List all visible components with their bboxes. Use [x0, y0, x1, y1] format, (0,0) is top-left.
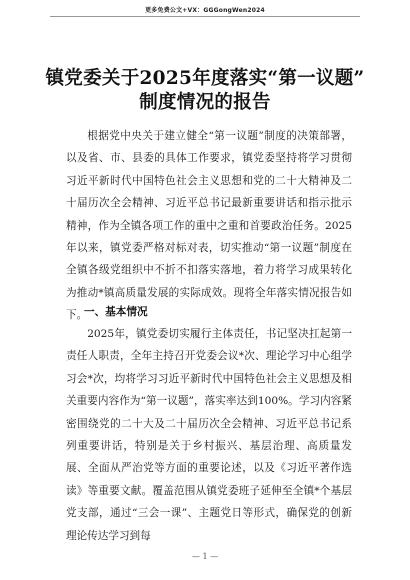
document-title — [40, 67, 370, 115]
document-title-line-1: 镇党委关于2025年度落实“第一议题” — [45, 68, 365, 89]
document-title-line-2: 制度情况的报告 — [139, 92, 271, 113]
header-divider — [50, 16, 360, 17]
header-note: 更多免费公文+VX：GGGongWen2024 — [145, 7, 265, 14]
paragraph-intro: 根据党中央关于建立健全“第一议题”制度的决策部署，以及省、市、县委的具体工作要求，镇党委坚持将学习贯彻习近平新时代中国特色社会主义思想和党的二十大精神及二十届历次全会精神、习近平总书记最新重要讲话和指示批示精神，作为全镇各项工作的重中之重和首要政治任务。2025年以来，镇党委严格对标对表，切实推动“第一议题”制度在全镇各级党组织中不折不扣落实落地，着力将学习成果转化为推动*镇高质量发展的实际成效。现将全年落实情况报告如下。 — [66, 130, 352, 322]
paragraph-basic-situation: 2025年，镇党委切实履行主体责任，书记坚决扛起第一责任人职责，全年主持召开党委会议*次、理论学习中心组学习会*次，均将学习习近平新时代中国特色社会主义思想及相关重要内容作为“第一议题”，落实率达到100%。学习内容紧密围绕党的二十大及二十届历次全会精神、习近平总书记系列重要讲话，特别是关于乡村振兴、基层治理、高质量发展、全面从严治党等方面的重要论述，以及《习近平著作选读》等重要文献。覆盖范围从镇党委班子延伸至全镇*个基层党支部，通过“三会一课”、主题党日等形式，确保党的创新理论传达学习到每 — [66, 328, 352, 542]
section-heading-basic-situation: 一、基本情况 — [84, 306, 148, 318]
page-number: — 1 — — [191, 552, 219, 561]
